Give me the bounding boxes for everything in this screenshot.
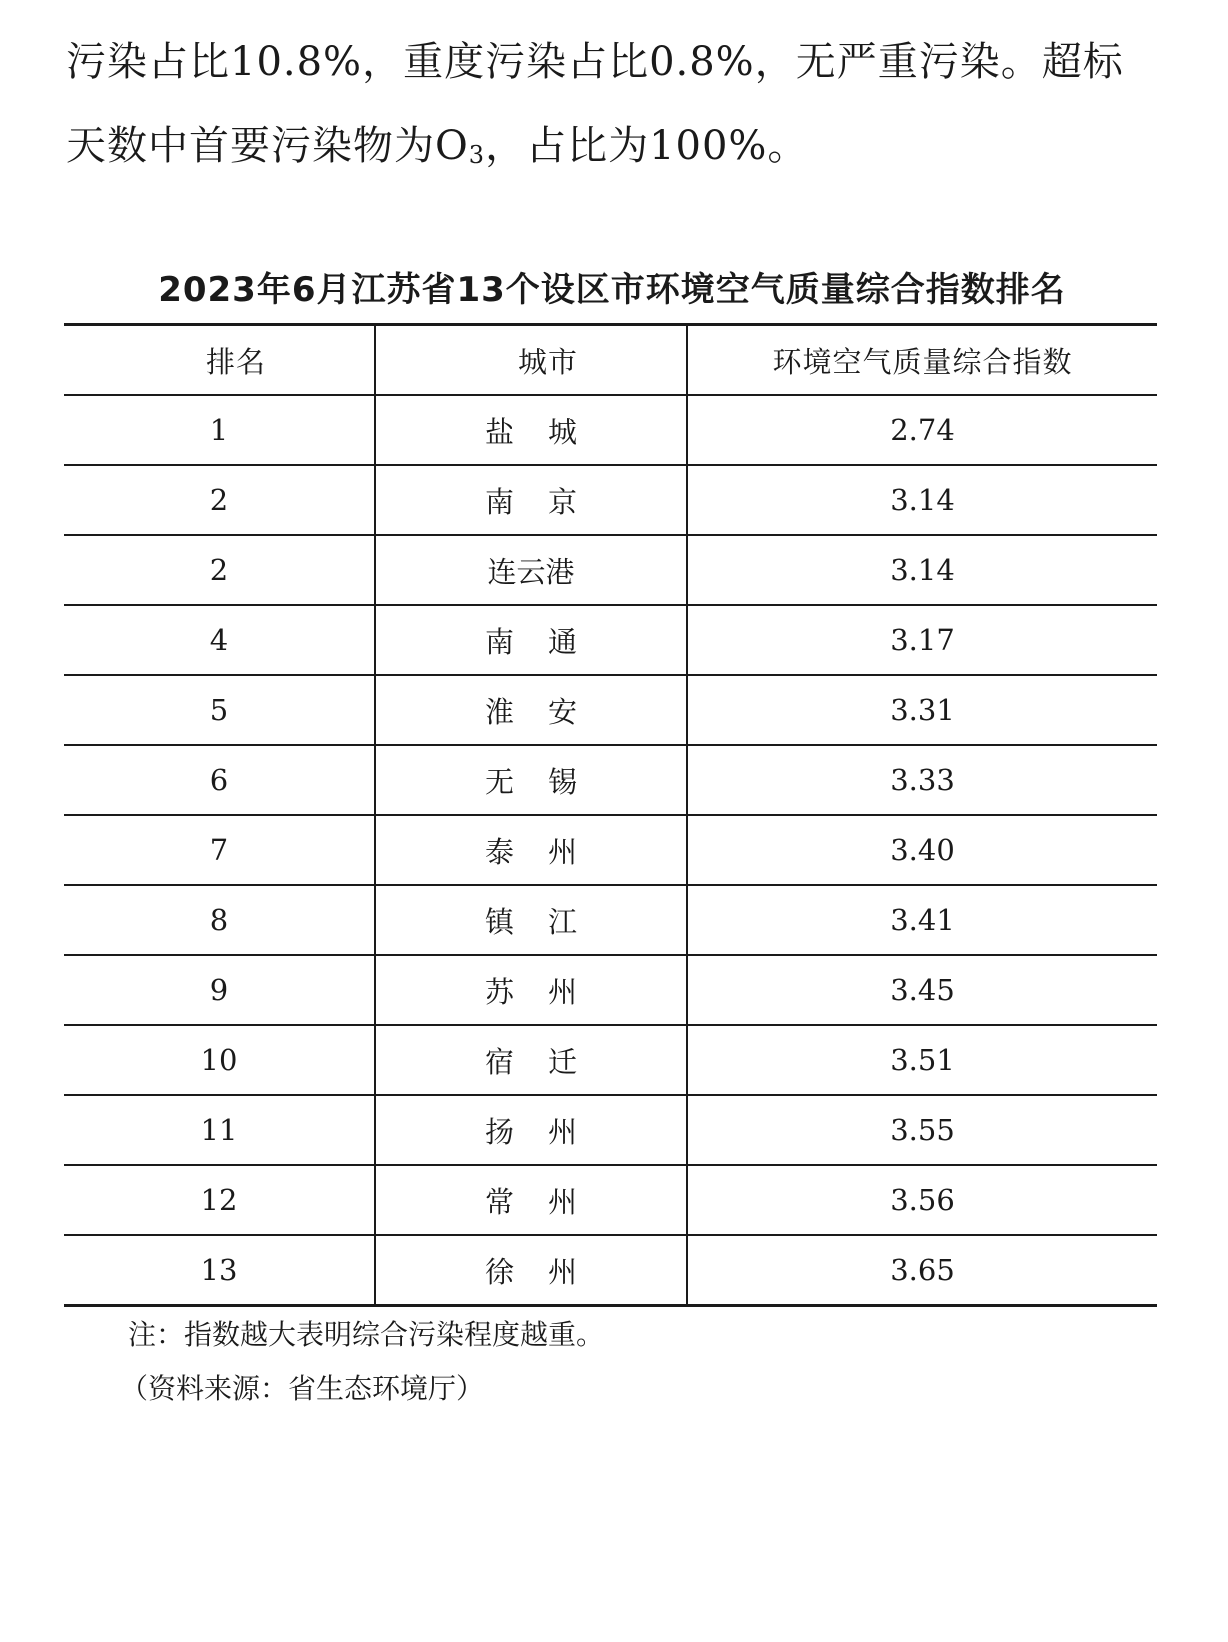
index-cell: 3.41 <box>687 885 1157 955</box>
source-text: （资料来源：省生态环境厅） <box>120 1372 485 1405</box>
index-cell: 3.56 <box>687 1165 1157 1235</box>
index-cell: 3.14 <box>687 465 1157 535</box>
index-cell: 3.51 <box>687 1025 1157 1095</box>
index-cell: 3.17 <box>687 605 1157 675</box>
index-cell: 3.65 <box>687 1235 1157 1306</box>
table-row <box>64 955 1157 1025</box>
city-cell: 常州 <box>375 1165 687 1235</box>
rank-cell: 7 <box>64 815 375 885</box>
table-notes <box>120 1308 605 1416</box>
table-body <box>64 395 1157 1306</box>
index-cell: 3.45 <box>687 955 1157 1025</box>
table-title: 2023年6月江苏省13个设区市环境空气质量综合指数排名 <box>158 270 1066 310</box>
index-cell: 3.55 <box>687 1095 1157 1165</box>
table-row <box>64 465 1157 535</box>
intro-line-2-start: 天数中首要污染物为O <box>66 123 469 169</box>
table-row <box>64 885 1157 955</box>
header-index: 环境空气质量综合指数 <box>687 325 1157 396</box>
table-row <box>64 395 1157 465</box>
rank-cell: 2 <box>64 465 375 535</box>
table-row <box>64 1235 1157 1306</box>
table-row <box>64 815 1157 885</box>
city-cell: 泰州 <box>375 815 687 885</box>
city-cell: 南通 <box>375 605 687 675</box>
index-cell: 2.74 <box>687 395 1157 465</box>
table-row <box>64 1025 1157 1095</box>
table-row <box>64 535 1157 605</box>
rank-cell: 13 <box>200 1253 238 1287</box>
city-cell: 连云港 <box>375 535 687 605</box>
intro-line-2 <box>66 104 1166 197</box>
header-city: 城市 <box>375 325 687 396</box>
index-cell: 3.14 <box>687 535 1157 605</box>
table-row <box>64 745 1157 815</box>
table-row <box>64 605 1157 675</box>
table-row <box>64 1165 1157 1235</box>
city-cell: 扬州 <box>375 1095 687 1165</box>
city-cell: 南京 <box>375 465 687 535</box>
table-header-row <box>64 325 1157 396</box>
ozone-subscript: 3 <box>468 141 486 169</box>
intro-line-1: 污染占比10.8%，重度污染占比0.8%，无严重污染。超标 <box>66 39 1124 85</box>
rank-cell: 1 <box>64 395 375 465</box>
intro-paragraph <box>66 20 1166 197</box>
city-cell: 无锡 <box>375 745 687 815</box>
rank-cell: 2 <box>64 535 375 605</box>
rank-cell: 11 <box>64 1095 375 1165</box>
city-cell: 宿迁 <box>375 1025 687 1095</box>
rank-cell: 8 <box>64 885 375 955</box>
table-row <box>64 675 1157 745</box>
rank-cell: 10 <box>64 1025 375 1095</box>
city-cell: 苏州 <box>375 955 687 1025</box>
index-cell: 3.40 <box>687 815 1157 885</box>
index-cell: 3.31 <box>687 675 1157 745</box>
intro-line-2-end: ，占比为100%。 <box>485 123 809 169</box>
ranking-table <box>64 323 1157 1307</box>
table-row <box>64 1095 1157 1165</box>
city-cell: 镇江 <box>375 885 687 955</box>
rank-cell: 5 <box>64 675 375 745</box>
rank-cell: 6 <box>64 745 375 815</box>
note-text: 注：指数越大表明综合污染程度越重。 <box>128 1318 605 1351</box>
city-cell: 淮安 <box>375 675 687 745</box>
rank-cell: 12 <box>64 1165 375 1235</box>
header-rank: 排名 <box>64 325 375 396</box>
rank-cell: 9 <box>64 955 375 1025</box>
city-cell: 徐州 <box>375 1235 687 1306</box>
rank-cell: 4 <box>64 605 375 675</box>
city-cell: 盐城 <box>375 395 687 465</box>
index-cell: 3.33 <box>687 745 1157 815</box>
